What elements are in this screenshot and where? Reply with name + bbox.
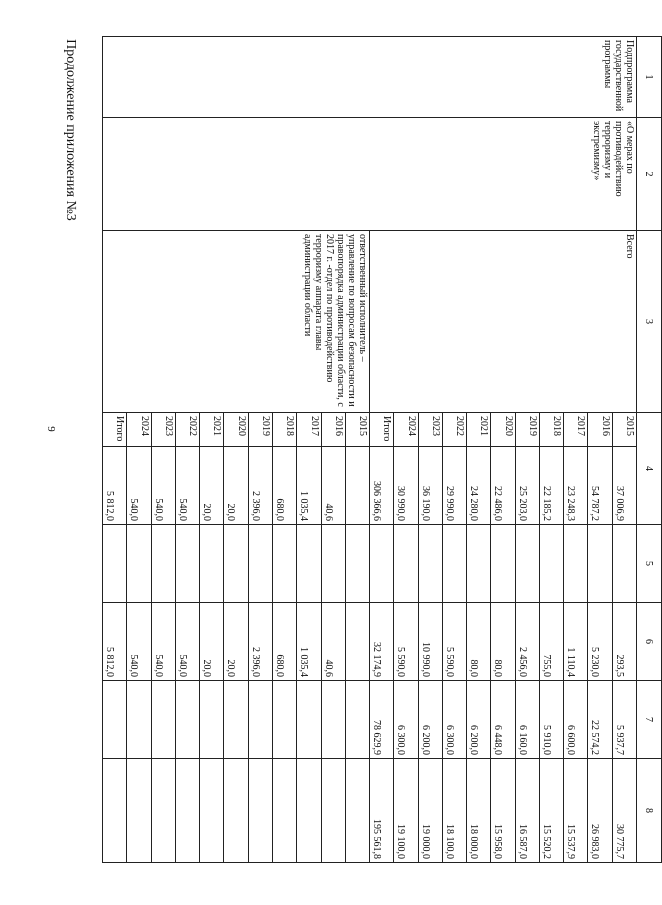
- value-cell-c7: [297, 681, 321, 759]
- header-cell-8: 8: [637, 759, 662, 863]
- value-cell-c7: 6 160,0: [515, 681, 539, 759]
- year-cell: 2019: [248, 413, 272, 447]
- value-cell-c5: [127, 525, 151, 603]
- value-cell-c8: 195 561,8: [370, 759, 394, 863]
- value-cell-c8: 18 100,0: [442, 759, 466, 863]
- year-cell: 2019: [515, 413, 539, 447]
- value-cell-c7: 6 300,0: [394, 681, 418, 759]
- header-row: [637, 37, 662, 863]
- value-cell-c6: 20,0: [200, 603, 224, 681]
- value-cell-c8: [127, 759, 151, 863]
- value-cell-c4: 37 006,9: [612, 447, 636, 525]
- value-cell-c4: [345, 447, 369, 525]
- value-cell-c4: 20,0: [200, 447, 224, 525]
- value-cell-c7: [151, 681, 175, 759]
- value-cell-c4: 20,0: [224, 447, 248, 525]
- value-cell-c6: 293,5: [612, 603, 636, 681]
- year-cell: 2015: [612, 413, 636, 447]
- value-cell-c7: 6 300,0: [442, 681, 466, 759]
- year-cell: 2024: [394, 413, 418, 447]
- value-cell-c8: [200, 759, 224, 863]
- value-cell-c7: 6 600,0: [564, 681, 588, 759]
- value-cell-c5: [394, 525, 418, 603]
- value-cell-c7: 5 937,7: [612, 681, 636, 759]
- value-cell-c8: 18 000,0: [467, 759, 491, 863]
- value-cell-c4: 306 366,6: [370, 447, 394, 525]
- year-cell: 2016: [588, 413, 612, 447]
- value-cell-c8: [151, 759, 175, 863]
- value-cell-c6: 5 230,0: [588, 603, 612, 681]
- year-cell: 2020: [224, 413, 248, 447]
- value-cell-c6: 40,6: [321, 603, 345, 681]
- value-cell-c8: 26 983,0: [588, 759, 612, 863]
- value-cell-c6: 540,0: [151, 603, 175, 681]
- header-cell-5: 5: [637, 525, 662, 603]
- value-cell-c8: [248, 759, 272, 863]
- value-cell-c8: 15 520,2: [539, 759, 563, 863]
- value-cell-c4: 22 185,2: [539, 447, 563, 525]
- year-cell: 2021: [200, 413, 224, 447]
- value-cell-c4: 540,0: [127, 447, 151, 525]
- year-cell: 2023: [151, 413, 175, 447]
- value-cell-c6: 2 456,0: [515, 603, 539, 681]
- value-cell-c6: 755,0: [539, 603, 563, 681]
- value-cell-c5: [273, 525, 297, 603]
- value-cell-c5: [370, 525, 394, 603]
- value-cell-c4: 540,0: [175, 447, 199, 525]
- value-cell-c5: [200, 525, 224, 603]
- value-cell-c8: [224, 759, 248, 863]
- value-cell-c6: 540,0: [175, 603, 199, 681]
- year-cell: 2021: [467, 413, 491, 447]
- value-cell-c8: 19 000,0: [418, 759, 442, 863]
- value-cell-c7: 22 574,2: [588, 681, 612, 759]
- value-cell-c7: [224, 681, 248, 759]
- value-cell-c8: [273, 759, 297, 863]
- value-cell-c7: [321, 681, 345, 759]
- header-cell-7: 7: [637, 681, 662, 759]
- value-cell-c7: [248, 681, 272, 759]
- page-number: 9: [45, 426, 57, 432]
- rotated-table-container: [102, 36, 662, 862]
- value-cell-c4: 1 035,4: [297, 447, 321, 525]
- value-cell-c4: 5 812,0: [103, 447, 127, 525]
- year-cell: 2022: [175, 413, 199, 447]
- value-cell-c4: 25 203,0: [515, 447, 539, 525]
- value-cell-c6: 80,0: [467, 603, 491, 681]
- value-cell-c6: 1 110,4: [564, 603, 588, 681]
- value-cell-c7: [273, 681, 297, 759]
- continuation-label: Продолжение приложения №3: [63, 39, 78, 221]
- value-cell-c8: [103, 759, 127, 863]
- value-cell-c6: 5 812,0: [103, 603, 127, 681]
- value-cell-c7: 6 200,0: [467, 681, 491, 759]
- value-cell-c8: [175, 759, 199, 863]
- year-cell: Итого: [103, 413, 127, 447]
- value-cell-c6: [345, 603, 369, 681]
- header-cell-2: 2: [637, 118, 662, 231]
- value-cell-c7: [175, 681, 199, 759]
- year-cell: 2024: [127, 413, 151, 447]
- header-cell-1: 1: [637, 37, 662, 118]
- value-cell-c5: [612, 525, 636, 603]
- value-cell-c8: [297, 759, 321, 863]
- value-cell-c6: 5 590,0: [442, 603, 466, 681]
- value-cell-c5: [321, 525, 345, 603]
- value-cell-c4: 29 990,0: [442, 447, 466, 525]
- value-cell-c6: 20,0: [224, 603, 248, 681]
- value-cell-c5: [224, 525, 248, 603]
- year-cell: 2017: [297, 413, 321, 447]
- value-cell-c7: [103, 681, 127, 759]
- value-cell-c8: 15 537,9: [564, 759, 588, 863]
- value-cell-c8: 15 958,0: [491, 759, 515, 863]
- value-cell-c4: 680,0: [273, 447, 297, 525]
- header-cell-6: 6: [637, 603, 662, 681]
- table-body: [103, 37, 637, 863]
- value-cell-c4: 30 990,0: [394, 447, 418, 525]
- value-cell-c7: 78 629,9: [370, 681, 394, 759]
- year-cell: 2018: [539, 413, 563, 447]
- value-cell-c5: [564, 525, 588, 603]
- executor-label: ответственный исполнитель – управление по вопросам безопасности и правопорядка администрации области, с 2017 г. -отдел по противодействию терроризму аппарата главы администрации области: [103, 231, 370, 413]
- value-cell-c5: [345, 525, 369, 603]
- value-cell-c8: 19 100,0: [394, 759, 418, 863]
- subprogram-cell: Подпрограмма государственной программы: [103, 37, 637, 118]
- value-cell-c6: 540,0: [127, 603, 151, 681]
- value-cell-c5: [588, 525, 612, 603]
- header-cell-3: 3: [637, 231, 662, 413]
- value-cell-c6: 2 396,0: [248, 603, 272, 681]
- value-cell-c4: 40,6: [321, 447, 345, 525]
- value-cell-c8: 16 587,0: [515, 759, 539, 863]
- year-cell: 2016: [321, 413, 345, 447]
- value-cell-c6: 32 174,9: [370, 603, 394, 681]
- year-cell: 2022: [442, 413, 466, 447]
- value-cell-c4: 36 190,0: [418, 447, 442, 525]
- value-cell-c8: [321, 759, 345, 863]
- total-label: Всего: [370, 231, 637, 413]
- value-cell-c5: [248, 525, 272, 603]
- value-cell-c5: [539, 525, 563, 603]
- value-cell-c5: [175, 525, 199, 603]
- value-cell-c6: 80,0: [491, 603, 515, 681]
- value-cell-c6: 680,0: [273, 603, 297, 681]
- value-cell-c5: [515, 525, 539, 603]
- value-cell-c4: 2 396,0: [248, 447, 272, 525]
- value-cell-c5: [491, 525, 515, 603]
- year-cell: 2023: [418, 413, 442, 447]
- value-cell-c8: 30 775,7: [612, 759, 636, 863]
- value-cell-c7: [127, 681, 151, 759]
- year-cell: 2015: [345, 413, 369, 447]
- value-cell-c5: [467, 525, 491, 603]
- value-cell-c4: 22 486,0: [491, 447, 515, 525]
- value-cell-c5: [418, 525, 442, 603]
- year-cell: 2018: [273, 413, 297, 447]
- header-cell-4: 4: [637, 413, 662, 525]
- value-cell-c4: 23 248,3: [564, 447, 588, 525]
- funding-table: [102, 36, 662, 863]
- value-cell-c6: 10 990,0: [418, 603, 442, 681]
- table-row: [612, 37, 636, 863]
- value-cell-c8: [345, 759, 369, 863]
- year-cell: 2020: [491, 413, 515, 447]
- value-cell-c4: 540,0: [151, 447, 175, 525]
- program-name-cell: «О мерах по противодействию терроризму и экстремизму»: [103, 118, 637, 231]
- value-cell-c7: [345, 681, 369, 759]
- value-cell-c7: 5 910,0: [539, 681, 563, 759]
- year-cell: Итого: [370, 413, 394, 447]
- value-cell-c6: 1 035,4: [297, 603, 321, 681]
- value-cell-c5: [442, 525, 466, 603]
- value-cell-c4: 54 787,2: [588, 447, 612, 525]
- value-cell-c7: [200, 681, 224, 759]
- value-cell-c7: 6 448,0: [491, 681, 515, 759]
- value-cell-c7: 6 200,0: [418, 681, 442, 759]
- value-cell-c5: [297, 525, 321, 603]
- year-cell: 2017: [564, 413, 588, 447]
- value-cell-c5: [151, 525, 175, 603]
- value-cell-c6: 5 590,0: [394, 603, 418, 681]
- value-cell-c5: [103, 525, 127, 603]
- value-cell-c4: 24 280,0: [467, 447, 491, 525]
